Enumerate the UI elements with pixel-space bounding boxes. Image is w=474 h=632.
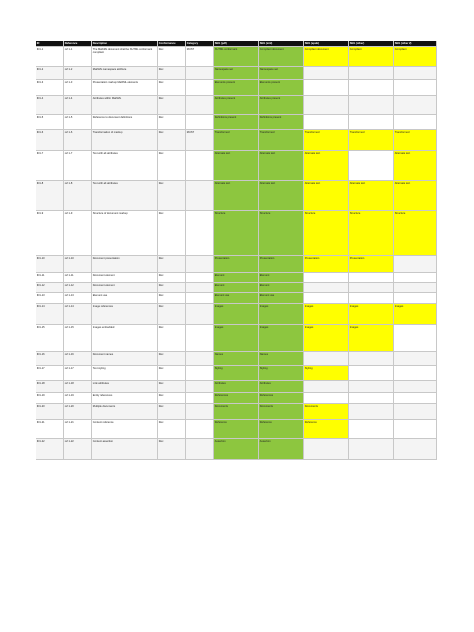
table-cell[interactable] bbox=[186, 304, 214, 324]
table-cell[interactable]: Alternate text bbox=[349, 181, 394, 210]
table-cell[interactable] bbox=[304, 283, 349, 292]
table-cell[interactable]: ref 1-21 bbox=[64, 420, 92, 438]
table-cell[interactable]: Elements present bbox=[259, 80, 304, 95]
table-cell[interactable]: Rec bbox=[158, 381, 186, 392]
table-cell[interactable]: ID1-14 bbox=[36, 304, 64, 324]
table-cell[interactable]: ID1-10 bbox=[36, 256, 64, 272]
table-cell[interactable]: Alternate text bbox=[259, 151, 304, 180]
table-cell[interactable]: ID1-2 bbox=[36, 67, 64, 79]
table-cell[interactable]: Rec bbox=[158, 352, 186, 365]
table-cell[interactable]: ref 1-4 bbox=[64, 96, 92, 114]
table-cell[interactable]: Alternate text bbox=[304, 151, 349, 180]
table-cell[interactable]: ref 1-1 bbox=[64, 47, 92, 66]
table-cell[interactable]: Images bbox=[259, 304, 304, 324]
table-cell[interactable]: ref 1-2 bbox=[64, 67, 92, 79]
table-cell[interactable]: MathML namespace attribute bbox=[92, 67, 158, 79]
table-cell[interactable]: Rec bbox=[158, 47, 186, 66]
table-row bbox=[36, 256, 437, 273]
table-cell[interactable]: Text styling bbox=[92, 366, 158, 380]
table-cell[interactable]: Alternate text bbox=[394, 151, 437, 180]
table-cell[interactable] bbox=[304, 96, 349, 114]
table-cell[interactable]: Rec bbox=[158, 393, 186, 403]
table-cell[interactable] bbox=[304, 293, 349, 303]
table-cell[interactable] bbox=[304, 381, 349, 392]
table-cell[interactable] bbox=[186, 273, 214, 282]
table-cell[interactable]: Styling bbox=[214, 366, 259, 380]
table-cell[interactable]: ID1-8 bbox=[36, 181, 64, 210]
table-cell[interactable]: Images bbox=[394, 304, 437, 324]
table-row bbox=[36, 381, 437, 393]
table-cell[interactable]: References bbox=[214, 393, 259, 403]
table-cell[interactable]: ID1-1 bbox=[36, 47, 64, 66]
table-cell[interactable]: Rec bbox=[158, 181, 186, 210]
table-cell[interactable] bbox=[394, 393, 437, 403]
table-row bbox=[36, 80, 437, 96]
table-cell[interactable] bbox=[394, 404, 437, 419]
table-cell[interactable]: ref 1-11 bbox=[64, 273, 92, 282]
column-header[interactable]: Description bbox=[92, 41, 158, 46]
table-cell[interactable] bbox=[394, 273, 437, 282]
table-cell[interactable]: Rec bbox=[158, 211, 186, 255]
table-cell[interactable]: Link attributes bbox=[92, 381, 158, 392]
table-cell[interactable] bbox=[394, 381, 437, 392]
table-cell[interactable] bbox=[304, 393, 349, 403]
table-cell[interactable]: ID1-5 bbox=[36, 115, 64, 129]
table-cell[interactable] bbox=[186, 67, 214, 79]
table-cell[interactable]: Attributes bbox=[259, 381, 304, 392]
table-cell[interactable]: Namespace set bbox=[259, 67, 304, 79]
table-row bbox=[36, 211, 437, 256]
table-cell[interactable]: Structure bbox=[259, 211, 304, 255]
table-cell[interactable]: Assertion bbox=[259, 439, 304, 459]
table-cell[interactable]: ref 1-16 bbox=[64, 352, 92, 365]
table-cell[interactable]: Images bbox=[214, 304, 259, 324]
table-cell[interactable]: Elements present bbox=[214, 80, 259, 95]
table-cell[interactable]: Entity references bbox=[92, 393, 158, 403]
table-cell[interactable]: Transformed bbox=[349, 130, 394, 150]
table-cell[interactable]: ref 1-3 bbox=[64, 80, 92, 95]
table-cell[interactable]: ID1-9 bbox=[36, 211, 64, 255]
table-cell[interactable]: Rec bbox=[158, 80, 186, 95]
table-cell[interactable] bbox=[186, 393, 214, 403]
table-cell[interactable] bbox=[304, 115, 349, 129]
table-cell[interactable] bbox=[394, 366, 437, 380]
table-cell[interactable] bbox=[349, 439, 394, 459]
table-cell[interactable]: Transformed bbox=[259, 130, 304, 150]
table-cell[interactable]: Styling bbox=[259, 366, 304, 380]
table-cell[interactable]: Transformed bbox=[304, 130, 349, 150]
table-cell[interactable] bbox=[394, 115, 437, 129]
table-cell[interactable] bbox=[304, 67, 349, 79]
table-cell[interactable]: Images embedded bbox=[92, 325, 158, 351]
table-cell[interactable] bbox=[186, 181, 214, 210]
table-row bbox=[36, 304, 437, 325]
table-cell[interactable]: Structure bbox=[394, 211, 437, 255]
table-cell[interactable]: Images bbox=[304, 325, 349, 351]
table-row bbox=[36, 420, 437, 439]
table-cell[interactable] bbox=[186, 115, 214, 129]
table-cell[interactable]: Rec bbox=[158, 304, 186, 324]
table-cell[interactable] bbox=[349, 420, 394, 438]
table-cell[interactable]: MUST bbox=[186, 47, 214, 66]
table-cell[interactable] bbox=[186, 80, 214, 95]
table-cell[interactable]: ID1-6 bbox=[36, 130, 64, 150]
table-cell[interactable]: Presentation bbox=[304, 256, 349, 272]
table-cell[interactable] bbox=[186, 381, 214, 392]
table-cell[interactable]: Compliant document bbox=[304, 47, 349, 66]
table-cell[interactable]: Rec bbox=[158, 151, 186, 180]
table-cell[interactable]: Definitions present bbox=[214, 115, 259, 129]
table-cell[interactable]: Reference bbox=[259, 420, 304, 438]
table-cell[interactable]: Transformation of markup bbox=[92, 130, 158, 150]
table-cell[interactable]: ref 1-19 bbox=[64, 393, 92, 403]
table-row bbox=[36, 181, 437, 211]
table-cell[interactable]: Multiple documents bbox=[92, 404, 158, 419]
table-cell[interactable]: Element use bbox=[214, 293, 259, 303]
column-header[interactable]: Reference bbox=[64, 41, 92, 46]
column-header[interactable]: Category bbox=[186, 41, 214, 46]
table-cell[interactable]: Document names bbox=[92, 352, 158, 365]
table-cell[interactable]: ref 1-20 bbox=[64, 404, 92, 419]
table-cell[interactable] bbox=[394, 293, 437, 303]
table-cell[interactable]: Presentation markup MathML elements bbox=[92, 80, 158, 95]
table-cell[interactable] bbox=[186, 283, 214, 292]
table-cell[interactable]: ID1-15 bbox=[36, 325, 64, 351]
table-cell[interactable]: Text with alt attributes bbox=[92, 151, 158, 180]
table-cell[interactable]: Styling bbox=[304, 366, 349, 380]
table-row bbox=[36, 115, 437, 130]
table-cell[interactable]: ID1-20 bbox=[36, 404, 64, 419]
column-header[interactable]: SEG (other 2) bbox=[394, 41, 437, 46]
column-header[interactable]: ID bbox=[36, 41, 64, 46]
table-cell[interactable] bbox=[394, 283, 437, 292]
table-row bbox=[36, 151, 437, 181]
table-body bbox=[36, 47, 437, 460]
table-row bbox=[36, 273, 437, 283]
table-cell[interactable]: Rec bbox=[158, 404, 186, 419]
table-cell[interactable]: Text with alt attributes bbox=[92, 181, 158, 210]
table-cell[interactable] bbox=[186, 325, 214, 351]
table-cell[interactable]: ID1-4 bbox=[36, 96, 64, 114]
table-cell[interactable]: ref 1-22 bbox=[64, 439, 92, 459]
table-cell[interactable]: Rec bbox=[158, 439, 186, 459]
table-cell[interactable]: ref 1-18 bbox=[64, 381, 92, 392]
table-cell[interactable]: Reference bbox=[304, 420, 349, 438]
table-cell[interactable]: Rec bbox=[158, 115, 186, 129]
table-cell[interactable] bbox=[186, 366, 214, 380]
table-cell[interactable]: Document element bbox=[92, 283, 158, 292]
table-cell[interactable] bbox=[186, 420, 214, 438]
table-cell[interactable]: ref 1-8 bbox=[64, 181, 92, 210]
table-cell[interactable]: The MathML document shall be XHTML conformant compliant bbox=[92, 47, 158, 66]
table-cell[interactable]: Presentation bbox=[259, 256, 304, 272]
table-cell[interactable]: Documents bbox=[214, 404, 259, 419]
column-header[interactable]: SEG (pdf) bbox=[214, 41, 259, 46]
table-cell[interactable] bbox=[394, 352, 437, 365]
table-cell[interactable]: ID1-12 bbox=[36, 283, 64, 292]
table-cell[interactable]: Structure bbox=[349, 211, 394, 255]
table-cell[interactable]: Structure of document markup bbox=[92, 211, 158, 255]
table-cell[interactable]: Attributes bbox=[214, 381, 259, 392]
table-cell[interactable] bbox=[304, 352, 349, 365]
table-cell[interactable]: Attributes within MathML bbox=[92, 96, 158, 114]
column-header[interactable]: SEG (xml) bbox=[259, 41, 304, 46]
table-cell[interactable] bbox=[186, 96, 214, 114]
table-cell[interactable] bbox=[349, 381, 394, 392]
table-cell[interactable] bbox=[349, 283, 394, 292]
table-cell[interactable] bbox=[186, 293, 214, 303]
table-cell[interactable]: Alternate text bbox=[304, 181, 349, 210]
table-cell[interactable] bbox=[349, 67, 394, 79]
table-cell[interactable]: Reference to document definitions bbox=[92, 115, 158, 129]
table-cell[interactable]: Transformed bbox=[214, 130, 259, 150]
table-cell[interactable]: XHTML conformant bbox=[214, 47, 259, 66]
table-cell[interactable] bbox=[394, 439, 437, 459]
table-cell[interactable]: Alternate text bbox=[394, 181, 437, 210]
table-cell[interactable]: Rec bbox=[158, 256, 186, 272]
table-cell[interactable]: Names bbox=[214, 352, 259, 365]
table-cell[interactable]: ref 1-5 bbox=[64, 115, 92, 129]
table-cell[interactable]: Rec bbox=[158, 273, 186, 282]
table-cell[interactable]: Element use bbox=[259, 293, 304, 303]
table-cell[interactable] bbox=[394, 256, 437, 272]
table-cell[interactable] bbox=[394, 67, 437, 79]
table-row bbox=[36, 293, 437, 304]
table-cell[interactable] bbox=[304, 273, 349, 282]
table-cell[interactable]: Element bbox=[214, 283, 259, 292]
column-header[interactable]: Conformance bbox=[158, 41, 186, 46]
table-cell[interactable]: MUST bbox=[186, 130, 214, 150]
table-cell[interactable] bbox=[186, 256, 214, 272]
table-cell[interactable]: Alternate text bbox=[259, 181, 304, 210]
table-cell[interactable]: ref 1-12 bbox=[64, 283, 92, 292]
table-cell[interactable]: Alternate text bbox=[214, 181, 259, 210]
table-cell[interactable] bbox=[186, 151, 214, 180]
table-cell[interactable]: Rec bbox=[158, 96, 186, 114]
table-cell[interactable]: Structure bbox=[214, 211, 259, 255]
table-cell[interactable]: ref 1-7 bbox=[64, 151, 92, 180]
table-cell[interactable]: Compliant document bbox=[259, 47, 304, 66]
table-cell[interactable]: Documents bbox=[304, 404, 349, 419]
table-cell[interactable]: ID1-13 bbox=[36, 293, 64, 303]
table-cell[interactable] bbox=[349, 96, 394, 114]
table-cell[interactable]: Images bbox=[214, 325, 259, 351]
table-cell[interactable]: Element bbox=[214, 273, 259, 282]
table-row bbox=[36, 366, 437, 381]
table-row bbox=[36, 283, 437, 293]
table-cell[interactable]: ID1-19 bbox=[36, 393, 64, 403]
table-row bbox=[36, 130, 437, 151]
table-cell[interactable]: ID1-17 bbox=[36, 366, 64, 380]
table-cell[interactable] bbox=[349, 293, 394, 303]
table-cell[interactable]: Rec bbox=[158, 67, 186, 79]
table-cell[interactable]: Document presentation bbox=[92, 256, 158, 272]
table-cell[interactable]: Compliant bbox=[349, 47, 394, 66]
table-cell[interactable]: Structure bbox=[304, 211, 349, 255]
table-cell[interactable] bbox=[186, 404, 214, 419]
table-row bbox=[36, 393, 437, 404]
table-cell[interactable]: Presentation bbox=[349, 256, 394, 272]
table-cell[interactable]: Rec bbox=[158, 293, 186, 303]
table-cell[interactable]: Images bbox=[349, 304, 394, 324]
table-cell[interactable] bbox=[349, 80, 394, 95]
table-cell[interactable]: Documents bbox=[259, 404, 304, 419]
table-cell[interactable]: Images bbox=[304, 304, 349, 324]
table-row bbox=[36, 352, 437, 366]
table-cell[interactable]: Compliant bbox=[394, 47, 437, 66]
table-cell[interactable]: ID1-7 bbox=[36, 151, 64, 180]
table-cell[interactable]: Reference bbox=[214, 420, 259, 438]
table-cell[interactable] bbox=[304, 439, 349, 459]
table-cell[interactable]: ID1-16 bbox=[36, 352, 64, 365]
table-cell[interactable]: Alternate text bbox=[214, 151, 259, 180]
table-cell[interactable]: Attributes present bbox=[259, 96, 304, 114]
table-cell[interactable]: ID1-22 bbox=[36, 439, 64, 459]
table-cell[interactable]: Presentation bbox=[214, 256, 259, 272]
table-cell[interactable]: Rec bbox=[158, 420, 186, 438]
table-cell[interactable]: Rec bbox=[158, 366, 186, 380]
table-cell[interactable]: Content reference bbox=[92, 420, 158, 438]
table-cell[interactable] bbox=[394, 420, 437, 438]
table-cell[interactable]: Images bbox=[259, 325, 304, 351]
table-cell[interactable] bbox=[349, 404, 394, 419]
table-cell[interactable]: Rec bbox=[158, 283, 186, 292]
table-cell[interactable]: ref 1-6 bbox=[64, 130, 92, 150]
table-cell[interactable] bbox=[349, 115, 394, 129]
table-cell[interactable]: Names bbox=[259, 352, 304, 365]
column-header[interactable]: SEG (other) bbox=[349, 41, 394, 46]
table-cell[interactable]: ID1-11 bbox=[36, 273, 64, 282]
table-cell[interactable]: ID1-3 bbox=[36, 80, 64, 95]
table-cell[interactable] bbox=[186, 211, 214, 255]
table-cell[interactable]: ref 1-14 bbox=[64, 304, 92, 324]
table-cell[interactable]: Transformed bbox=[394, 130, 437, 150]
column-header[interactable]: SEG (epub) bbox=[304, 41, 349, 46]
table-cell[interactable] bbox=[394, 96, 437, 114]
table-cell[interactable] bbox=[349, 393, 394, 403]
table-cell[interactable]: Element bbox=[259, 283, 304, 292]
table-cell[interactable]: ID1-18 bbox=[36, 381, 64, 392]
table-cell[interactable]: ref 1-15 bbox=[64, 325, 92, 351]
table-cell[interactable]: ref 1-9 bbox=[64, 211, 92, 255]
table-cell[interactable]: References bbox=[259, 393, 304, 403]
table-cell[interactable] bbox=[349, 151, 394, 180]
table-cell[interactable] bbox=[394, 325, 437, 351]
table-row bbox=[36, 96, 437, 115]
table-cell[interactable] bbox=[186, 439, 214, 459]
table-cell[interactable] bbox=[304, 80, 349, 95]
table-row bbox=[36, 439, 437, 460]
table-cell[interactable]: Image references bbox=[92, 304, 158, 324]
table-cell[interactable]: Images bbox=[349, 325, 394, 351]
table-cell[interactable] bbox=[349, 273, 394, 282]
table-cell[interactable]: Content assertion bbox=[92, 439, 158, 459]
table-cell[interactable]: Element bbox=[259, 273, 304, 282]
table-row bbox=[36, 67, 437, 80]
table-cell[interactable]: Attributes present bbox=[214, 96, 259, 114]
table-cell[interactable] bbox=[349, 352, 394, 365]
table-cell[interactable] bbox=[186, 352, 214, 365]
spreadsheet bbox=[36, 41, 437, 460]
table-cell[interactable]: ref 1-13 bbox=[64, 293, 92, 303]
table-cell[interactable]: Rec bbox=[158, 325, 186, 351]
table-cell[interactable]: ID1-21 bbox=[36, 420, 64, 438]
table-cell[interactable]: ref 1-17 bbox=[64, 366, 92, 380]
table-cell[interactable]: Namespace set bbox=[214, 67, 259, 79]
table-cell[interactable]: Definitions present bbox=[259, 115, 304, 129]
table-cell[interactable]: ref 1-10 bbox=[64, 256, 92, 272]
table-cell[interactable] bbox=[394, 80, 437, 95]
table-cell[interactable]: Document element bbox=[92, 273, 158, 282]
table-cell[interactable] bbox=[349, 366, 394, 380]
table-cell[interactable]: Rec bbox=[158, 130, 186, 150]
table-cell[interactable]: Assertion bbox=[214, 439, 259, 459]
table-cell[interactable]: Element use bbox=[92, 293, 158, 303]
table-row bbox=[36, 404, 437, 420]
table-row bbox=[36, 47, 437, 67]
table-row bbox=[36, 325, 437, 352]
